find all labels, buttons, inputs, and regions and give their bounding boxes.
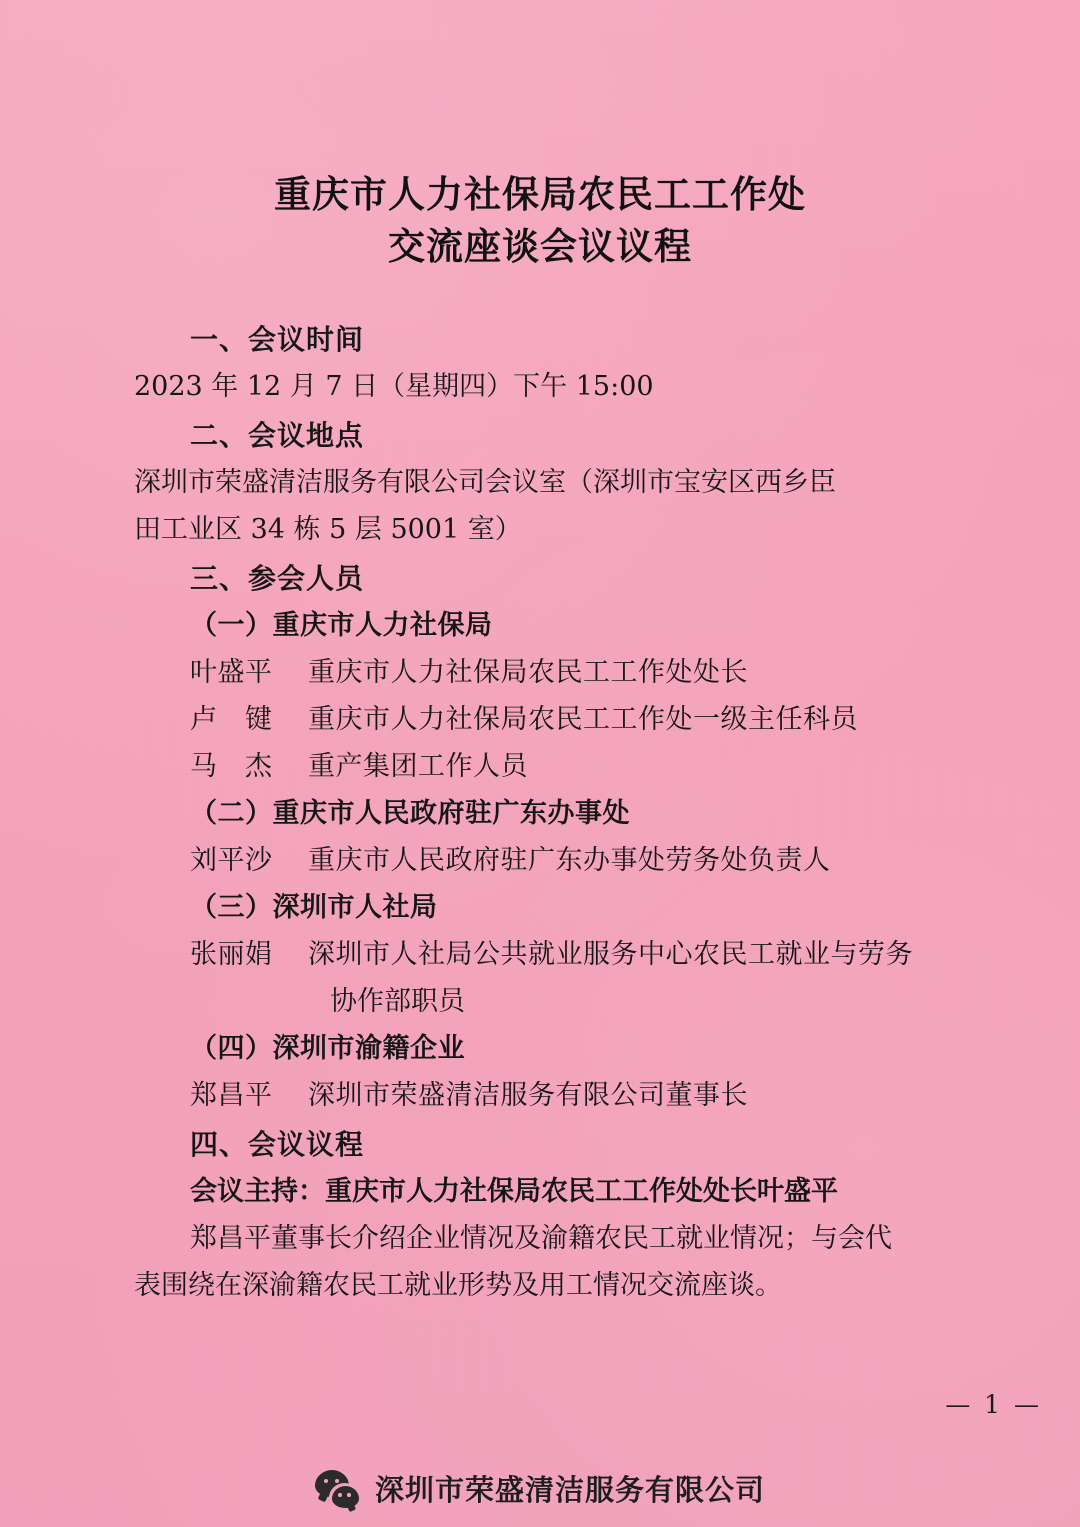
section-heading-agenda: 四、会议议程 <box>190 1128 365 1161</box>
section-heading-attendees: 三、参会人员 <box>190 562 365 595</box>
agenda-body-line-2: 表围绕在深渝籍农民工就业形势及用工情况交流座谈。 <box>134 1270 782 1301</box>
document-content <box>134 0 946 1527</box>
agenda-body-line-1: 郑昌平董事长介绍企业情况及渝籍农民工就业情况；与会代 <box>190 1223 892 1254</box>
wechat-icon <box>315 1470 359 1508</box>
attendee-group-1-heading: （一）重庆市人力社保局 <box>190 610 493 641</box>
attendee-name: 张丽娟 <box>190 939 273 970</box>
meeting-place-line-2: 田工业区 34 栋 5 层 5001 室） <box>134 514 522 545</box>
title-line-2: 交流座谈会议议程 <box>388 224 692 268</box>
document-body <box>134 316 946 1309</box>
attendee-name: 叶盛平 <box>190 657 273 688</box>
meeting-time-value: 2023 年 12 月 7 日（星期四）下午 15:00 <box>134 371 654 402</box>
attendee-title: 重庆市人民政府驻广东办事处劳务处负责人 <box>308 845 831 876</box>
footer <box>0 1468 1080 1509</box>
attendee-name: 卢 键 <box>190 704 273 735</box>
list-item <box>134 931 946 978</box>
meeting-place-line-1: 深圳市荣盛清洁服务有限公司会议室（深圳市宝安区西乡臣 <box>134 467 836 498</box>
section-heading-place: 二、会议地点 <box>190 419 365 452</box>
attendee-name: 刘平沙 <box>190 845 273 876</box>
attendee-group-2-heading: （二）重庆市人民政府驻广东办事处 <box>190 798 630 829</box>
attendee-name: 郑昌平 <box>190 1080 273 1111</box>
attendee-title: 重庆市人力社保局农民工工作处处长 <box>308 657 748 688</box>
attendee-title: 重产集团工作人员 <box>308 751 528 782</box>
attendee-name: 马 杰 <box>190 751 273 782</box>
list-item <box>134 696 946 743</box>
section-heading-time: 一、会议时间 <box>190 323 365 356</box>
attendee-title: 重庆市人力社保局农民工工作处一级主任科员 <box>308 704 858 735</box>
attendee-title: 深圳市人社局公共就业服务中心农民工就业与劳务 <box>308 939 913 970</box>
attendee-title-continued: 协作部职员 <box>330 986 465 1017</box>
page-title <box>134 0 946 272</box>
list-item <box>134 649 946 696</box>
attendee-group-3-heading: （三）深圳市人社局 <box>190 892 438 923</box>
list-item <box>134 1072 946 1119</box>
attendee-title: 深圳市荣盛清洁服务有限公司董事长 <box>308 1080 748 1111</box>
page-number: — 1 — <box>945 1390 1042 1419</box>
list-item <box>134 743 946 790</box>
attendee-group-4-heading: （四）深圳市渝籍企业 <box>190 1033 465 1064</box>
agenda-host: 会议主持：重庆市人力社保局农民工工作处处长叶盛平 <box>190 1176 838 1207</box>
list-item <box>134 837 946 884</box>
title-line-1: 重庆市人力社保局农民工工作处 <box>274 172 806 216</box>
footer-company-name: 深圳市荣盛清洁服务有限公司 <box>374 1473 765 1507</box>
